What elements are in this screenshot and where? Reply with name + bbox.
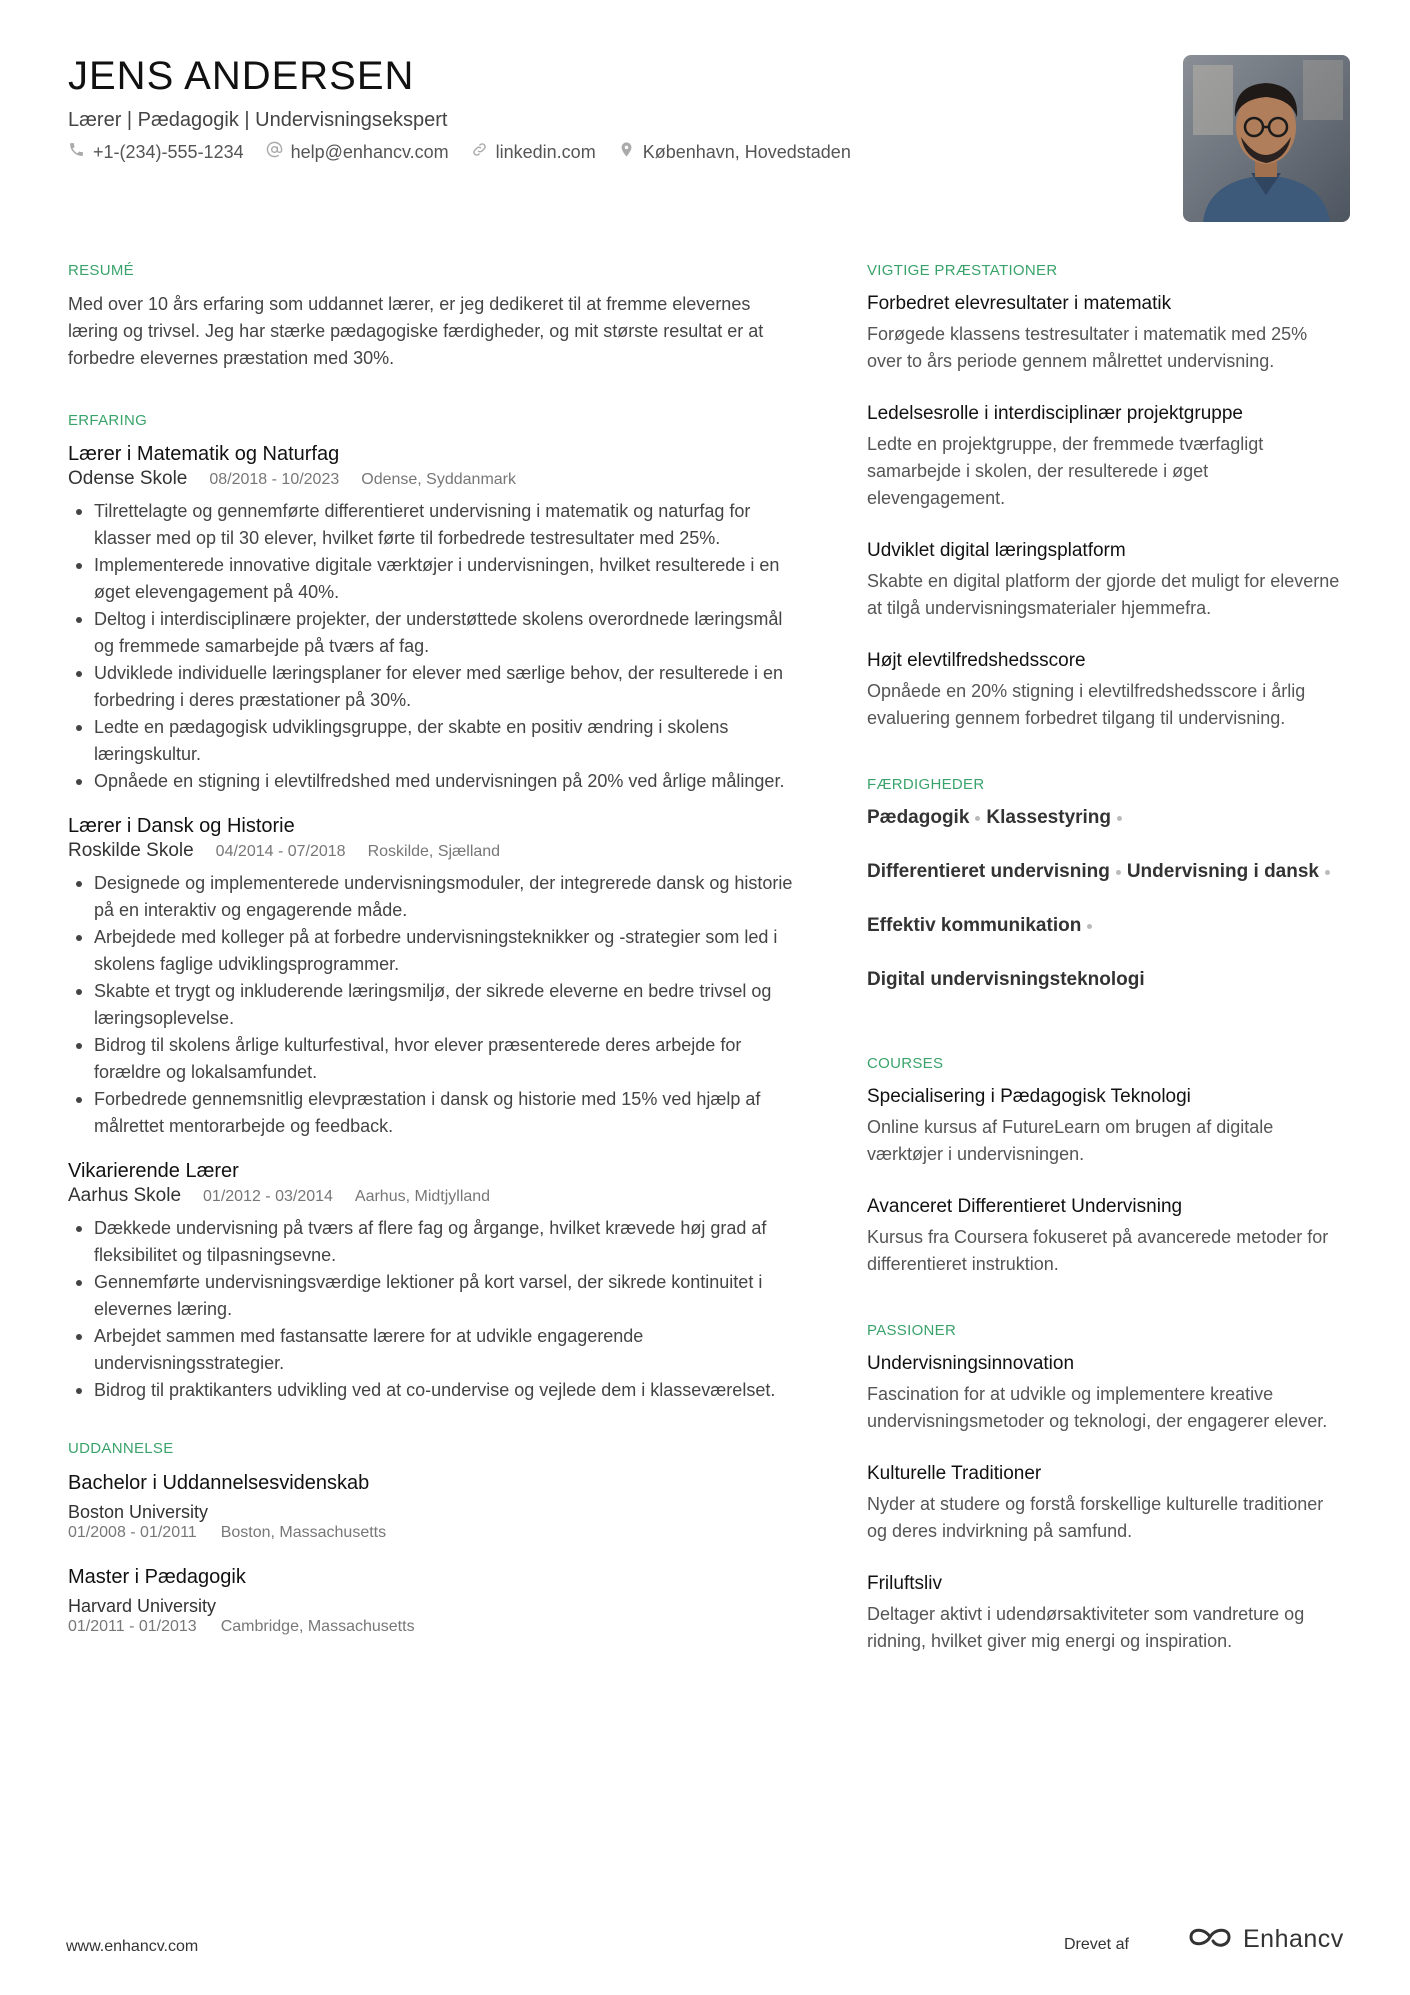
job-bullet: Udviklede individuelle læringsplaner for elever med særlige behov, der resulterede i en forbedring i deres præstationer på 30%.	[94, 660, 798, 714]
left-column	[68, 262, 798, 1677]
achievement-title: Ledelsesrolle i interdisciplinær projektgruppe	[867, 403, 1243, 424]
location-text: København, Hovedstaden	[642, 141, 851, 162]
job-company: Aarhus Skole	[68, 1185, 182, 1206]
job-location: Odense, Syddanmark	[361, 471, 516, 488]
education-dates: 01/2008 - 01/2011	[68, 1524, 197, 1541]
job-meta	[68, 1184, 798, 1209]
skill-tag	[986, 805, 1128, 831]
separator-dot	[975, 816, 980, 821]
job-bullet: Opnåede en stigning i elevtilfredshed med undervisningen på 20% ved årlige målinger.	[94, 768, 798, 795]
education-heading: UDDANNELSE	[68, 1440, 174, 1457]
achievements-section	[867, 262, 1347, 732]
passions-heading: PASSIONER	[867, 1322, 957, 1339]
contact-website[interactable]	[471, 141, 596, 163]
passion-title: Friluftsliv	[867, 1573, 942, 1594]
phone-icon	[68, 141, 85, 163]
job-entry	[68, 441, 798, 795]
skill-label: Pædagogik	[867, 807, 970, 828]
job-title: Lærer i Matematik og Naturfag	[68, 443, 340, 465]
contact-bar	[68, 141, 851, 163]
job-company: Roskilde Skole	[68, 840, 194, 861]
profile-photo	[1183, 55, 1350, 222]
achievement-title: Forbedret elevresultater i matematik	[867, 293, 1172, 314]
job-title: Vikarierende Lærer	[68, 1160, 239, 1182]
job-bullet: Arbejdet sammen med fastansatte lærere for at udvikle engagerende undervisningsstrategier.	[94, 1323, 798, 1377]
skill-label: Klassestyring	[986, 807, 1112, 828]
job-meta	[68, 467, 798, 492]
footer-url[interactable]: www.enhancv.com	[66, 1938, 199, 1955]
job-bullet: Bidrog til skolens årlige kulturfestival, hvor elever præsenterede deres arbejde for forældre og lokalsamfundet.	[94, 1032, 798, 1086]
course-title: Specialisering i Pædagogisk Teknologi	[867, 1086, 1191, 1107]
skill-tag	[867, 967, 1145, 993]
achievement-item	[867, 648, 1347, 732]
courses-heading: COURSES	[867, 1055, 944, 1072]
right-column	[867, 262, 1347, 1695]
experience-section	[68, 412, 798, 1404]
job-bullet: Forbedrede gennemsnitlig elevpræstation i dansk og historie med 15% ved hjælp af målrettet mentorarbejde og feedback.	[94, 1086, 798, 1140]
separator-dot	[1117, 816, 1122, 821]
job-entry	[68, 1158, 798, 1404]
skill-label: Digital undervisningsteknologi	[867, 969, 1145, 990]
education-meta	[68, 1617, 798, 1637]
passion-desc: Nyder at studere og forstå forskellige kulturelle traditioner og deres indvirkning på samfund.	[867, 1494, 1324, 1541]
course-item	[867, 1084, 1347, 1168]
skill-label: Differentieret undervisning	[867, 861, 1110, 882]
separator-dot	[1087, 924, 1092, 929]
experience-heading: ERFARING	[68, 412, 148, 429]
education-entry	[68, 1469, 798, 1543]
contact-phone[interactable]	[68, 141, 244, 163]
email-text: help@enhancv.com	[290, 141, 449, 162]
skill-label: Effektiv kommunikation	[867, 915, 1082, 936]
job-dates: 01/2012 - 03/2014	[203, 1188, 333, 1205]
education-meta	[68, 1523, 798, 1543]
education-entry	[68, 1563, 798, 1637]
link-icon	[471, 141, 488, 163]
course-desc: Kursus fra Coursera fokuseret på avancerede metoder for differentieret instruktion.	[867, 1227, 1329, 1274]
education-degree: Master i Pædagogik	[68, 1566, 246, 1588]
job-bullet: Bidrog til praktikanters udvikling ved at co-undervise og vejlede dem i klasseværelset.	[94, 1377, 798, 1404]
education-location: Cambridge, Massachusetts	[220, 1618, 415, 1635]
job-bullet: Gennemførte undervisningsværdige lektioner på kort varsel, der sikrede kontinuitet i elevernes læring.	[94, 1269, 798, 1323]
job-bullets	[68, 498, 798, 795]
job-location: Aarhus, Midtjylland	[354, 1188, 491, 1205]
achievement-item	[867, 291, 1347, 375]
passion-title: Kulturelle Traditioner	[867, 1463, 1042, 1484]
job-bullet: Dækkede undervisning på tværs af flere fag og årgange, hvilket krævede høj grad af fleksibilitet og tilpasningsevne.	[94, 1215, 798, 1269]
contact-location	[618, 141, 851, 163]
job-bullet: Tilrettelagte og gennemførte differentieret undervisning i matematik og naturfag for klasser med op til 30 elever, hvilket førte til forbedrede testresultater med 25%.	[94, 498, 798, 552]
job-bullet: Ledte en pædagogisk udviklingsgruppe, der skabte en positiv ændring i skolens læringskultur.	[94, 714, 798, 768]
skills-heading: FÆRDIGHEDER	[867, 776, 985, 793]
separator-dot	[1116, 870, 1121, 875]
skill-tag	[867, 859, 1127, 885]
achievement-item	[867, 401, 1347, 512]
summary-heading: RESUMÉ	[68, 262, 134, 279]
skills-section	[867, 776, 1347, 993]
courses-section	[867, 1055, 1347, 1278]
job-bullet: Deltog i interdisciplinære projekter, der understøttede skolens overordnede læringsmål og fremmede samarbejde på tværs af fag.	[94, 606, 798, 660]
course-title: Avanceret Differentieret Undervisning	[867, 1196, 1183, 1217]
candidate-name: JENS ANDERSEN	[68, 54, 415, 98]
passion-item	[867, 1351, 1347, 1435]
footer-powered-by: Drevet af	[1064, 1936, 1129, 1953]
passion-item	[867, 1571, 1347, 1655]
education-dates: 01/2011 - 01/2013	[68, 1618, 197, 1635]
passions-section	[867, 1322, 1347, 1655]
achievement-title: Højt elevtilfredshedsscore	[867, 650, 1086, 671]
enhancv-logo[interactable]	[1187, 1924, 1344, 1955]
job-bullets	[68, 1215, 798, 1404]
location-pin-icon	[618, 141, 635, 163]
job-location: Roskilde, Sjælland	[367, 843, 501, 860]
achievement-desc: Ledte en projektgruppe, der fremmede tværfagligt samarbejde i skolen, der resulterede i øget elevengagement.	[867, 434, 1264, 508]
passion-title: Undervisningsinnovation	[867, 1353, 1075, 1374]
job-bullet: Designede og implementerede undervisningsmoduler, der integrerede dansk og historie på en interaktiv og engagerende måde.	[94, 870, 798, 924]
achievement-desc: Skabte en digital platform der gjorde det muligt for eleverne at tilgå undervisningsmaterialer hjemmefra.	[867, 571, 1340, 618]
passion-desc: Fascination for at udvikle og implementere kreative undervisningsmetoder og teknologi, der engagerer elever.	[867, 1384, 1328, 1431]
job-title: Lærer i Dansk og Historie	[68, 815, 295, 837]
achievement-title: Udviklet digital læringsplatform	[867, 540, 1126, 561]
achievement-desc: Opnåede en 20% stigning i elevtilfredshedsscore i årlig evaluering gennem forbedret tilgang til undervisning.	[867, 681, 1306, 728]
education-location: Boston, Massachusetts	[220, 1524, 387, 1541]
separator-dot	[1325, 870, 1330, 875]
job-dates: 08/2018 - 10/2023	[209, 471, 340, 488]
candidate-subtitle: Lærer | Pædagogik | Undervisningsekspert	[68, 109, 448, 131]
job-meta	[68, 839, 798, 864]
achievements-heading: VIGTIGE PRÆSTATIONER	[867, 262, 1058, 279]
job-company: Odense Skole	[68, 468, 188, 489]
education-degree: Bachelor i Uddannelsesvidenskab	[68, 1472, 370, 1494]
passion-item	[867, 1461, 1347, 1545]
education-school: Harvard University	[68, 1596, 217, 1616]
website-text: linkedin.com	[495, 141, 596, 162]
job-dates: 04/2014 - 07/2018	[215, 843, 346, 860]
course-item	[867, 1194, 1347, 1278]
education-section	[68, 1440, 798, 1637]
job-bullet: Arbejdede med kolleger på at forbedre undervisningsteknikker og -strategier som led i skolens faglige udviklingsprogrammer.	[94, 924, 798, 978]
at-icon	[266, 141, 283, 163]
summary-section	[68, 262, 798, 372]
enhancv-brand-text: Enhancv	[1243, 1925, 1344, 1953]
summary-text: Med over 10 års erfaring som uddannet lærer, er jeg dedikeret til at fremme elevernes læring og trivsel. Jeg har stærke pædagogiske færdigheder, og mit største resultat er at forbedre elevernes præstation med 30%.	[68, 294, 764, 368]
phone-text: +1-(234)-555-1234	[93, 141, 244, 162]
skill-tag	[1127, 859, 1336, 885]
enhancv-logo-icon	[1187, 1924, 1233, 1955]
skill-label: Undervisning i dansk	[1126, 861, 1319, 882]
achievement-desc: Forøgede klassens testresultater i matematik med 25% over to års periode gennem målrettet undervisning.	[867, 324, 1308, 371]
course-desc: Online kursus af FutureLearn om brugen af digitale værktøjer i undervisningen.	[867, 1117, 1274, 1164]
job-bullet: Skabte et trygt og inkluderende læringsmiljø, der sikrede eleverne en bedre trivsel og læringsoplevelse.	[94, 978, 798, 1032]
skill-tag	[867, 805, 986, 831]
skills-list	[867, 805, 1347, 993]
passion-desc: Deltager aktivt i udendørsaktiviteter som vandreture og ridning, hvilket giver mig energi og inspiration.	[867, 1604, 1305, 1651]
contact-email[interactable]	[266, 141, 449, 163]
job-bullets	[68, 870, 798, 1140]
education-school: Boston University	[68, 1502, 209, 1522]
skill-tag	[867, 913, 1098, 939]
achievement-item	[867, 538, 1347, 622]
job-entry	[68, 813, 798, 1140]
job-bullet: Implementerede innovative digitale værktøjer i undervisningen, hvilket resulterede i en øget elevengagement på 40%.	[94, 552, 798, 606]
